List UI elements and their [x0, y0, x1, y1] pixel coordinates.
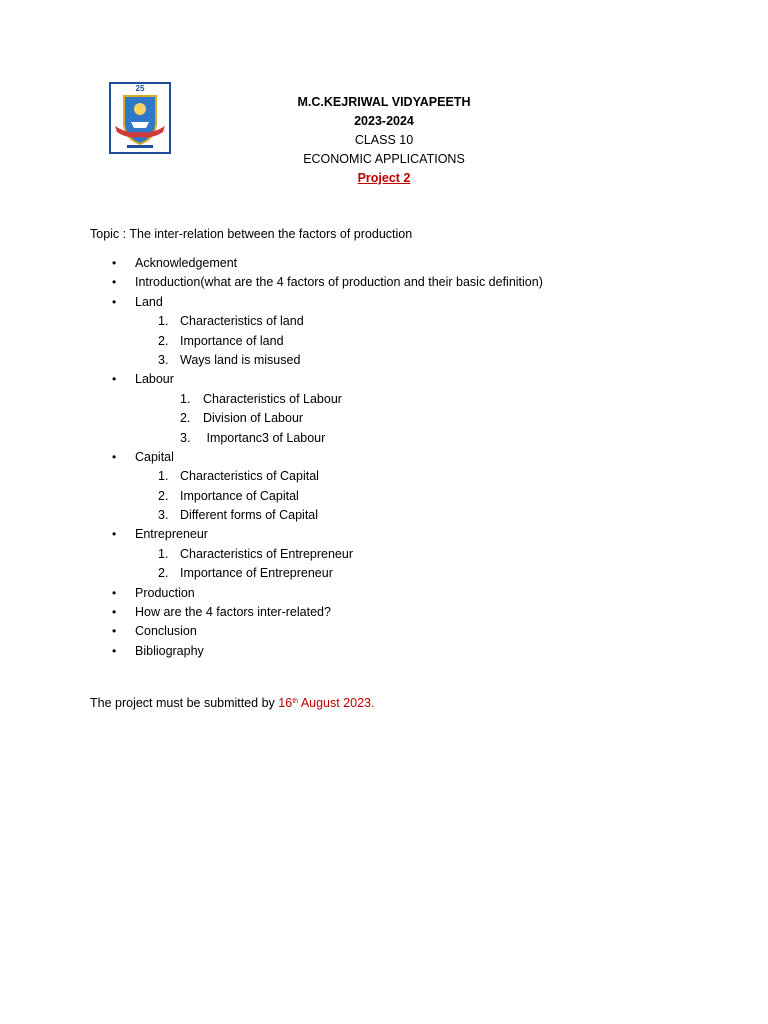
- outline-item: [90, 525, 730, 544]
- bullet-icon: •: [112, 294, 117, 309]
- subitem-label: Characteristics of Capital: [180, 469, 319, 484]
- bullet-icon: •: [112, 449, 117, 464]
- bullet-icon: •: [112, 275, 117, 290]
- subitem-number: 1.: [180, 391, 191, 406]
- outline-item: [90, 603, 730, 622]
- subitem-label: Ways land is misused: [180, 352, 301, 367]
- school-name: M.C.KEJRIWAL VIDYAPEETH: [297, 95, 471, 109]
- subitem-label: Characteristics of Labour: [203, 391, 342, 406]
- outline-item-label: Production: [135, 585, 195, 600]
- outline-subitem: [90, 545, 730, 564]
- project-title: Project 2: [357, 171, 411, 185]
- outline-item-label: How are the 4 factors inter-related?: [135, 605, 331, 620]
- bullet-icon: •: [112, 624, 117, 639]
- outline-item-label: Conclusion: [135, 624, 197, 639]
- subitem-number: 2.: [180, 411, 191, 426]
- subitem-number: 1.: [158, 469, 169, 484]
- deadline-day: 16: [278, 696, 293, 710]
- class-label: CLASS 10: [354, 133, 414, 147]
- outline-item-label: Entrepreneur: [135, 527, 208, 542]
- deadline-date: [278, 696, 374, 710]
- subitem-label: Different forms of Capital: [180, 508, 319, 523]
- outline-item: [90, 254, 730, 273]
- outline-item-label: Acknowledgement: [135, 256, 238, 270]
- subitem-label: Importanc3 of Labour: [203, 430, 326, 445]
- subitem-label: Importance of land: [180, 333, 284, 348]
- outline-item: [90, 584, 730, 603]
- subitem-label: Importance of Entrepreneur: [180, 566, 333, 581]
- deadline-month-year: August 2023.: [298, 696, 375, 710]
- subitem-number: 1.: [158, 546, 169, 561]
- outline-subitem: [90, 351, 730, 370]
- academic-year: 2023-2024: [354, 114, 414, 128]
- subitem-label: Importance of Capital: [180, 488, 299, 503]
- subitem-label: Characteristics of land: [180, 314, 304, 329]
- subitem-label: Characteristics of Entrepreneur: [180, 546, 353, 561]
- outline-item-label: Labour: [135, 372, 174, 387]
- bullet-icon: •: [112, 585, 117, 600]
- outline-item: [90, 293, 730, 312]
- deadline-prefix: The project must be submitted by: [90, 696, 279, 710]
- bullet-icon: •: [112, 643, 117, 658]
- outline-item-label: Bibliography: [135, 643, 204, 658]
- outline-subitem: [90, 312, 730, 331]
- subitem-number: 2.: [158, 488, 169, 503]
- bullet-icon: •: [112, 527, 117, 542]
- subitem-number: 3.: [180, 430, 191, 445]
- outline-item: [90, 622, 730, 641]
- outline-subitem: [90, 409, 730, 428]
- deadline-line: [90, 695, 374, 712]
- subitem-number: 2.: [158, 333, 169, 348]
- outline-subitem: [90, 332, 730, 351]
- outline-subitem: [90, 390, 730, 409]
- logo-badge-text: 25: [135, 84, 145, 93]
- subitem-label: Division of Labour: [203, 411, 304, 426]
- outline-item-label: Capital: [135, 449, 174, 464]
- bullet-icon: •: [112, 605, 117, 620]
- outline-subitem: [90, 487, 730, 506]
- subitem-number: 1.: [158, 314, 169, 329]
- document-header: [234, 93, 534, 188]
- project-outline: [90, 254, 730, 661]
- outline-subitem: [90, 467, 730, 486]
- outline-subitem: [90, 506, 730, 525]
- outline-item: [90, 370, 730, 389]
- outline-subitem: [90, 429, 730, 448]
- deadline-day-suffix: th: [292, 698, 299, 705]
- subject-label: ECONOMIC APPLICATIONS: [303, 152, 465, 166]
- outline-item: [90, 448, 730, 467]
- bullet-icon: •: [112, 372, 117, 387]
- topic-line: Topic : The inter-relation between the factors of production: [90, 227, 413, 241]
- outline-item: [90, 642, 730, 661]
- subitem-number: 3.: [158, 508, 169, 523]
- outline-item-label: Introduction(what are the 4 factors of production and their basic definition): [135, 275, 543, 290]
- outline-subitem: [90, 564, 730, 583]
- subitem-number: 3.: [158, 352, 169, 367]
- outline-item-label: Land: [135, 294, 163, 309]
- subitem-number: 2.: [158, 566, 169, 581]
- school-logo: [109, 82, 171, 154]
- bullet-icon: •: [112, 256, 117, 270]
- outline-item: [90, 273, 730, 292]
